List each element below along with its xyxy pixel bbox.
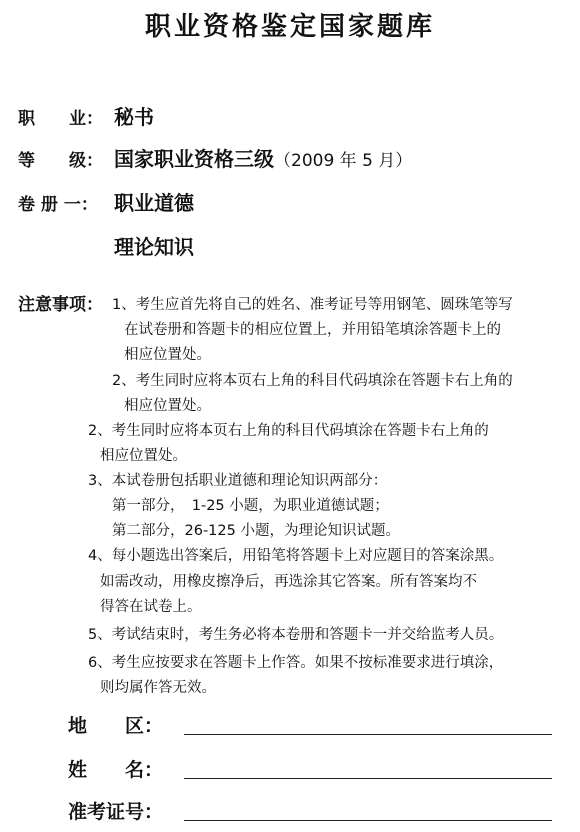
note-line: 6、考生应按要求在答题卡上作答。如果不按标准要求进行填涂， xyxy=(88,655,504,671)
region-input-line[interactable] xyxy=(184,734,552,735)
occupation-row xyxy=(18,104,154,132)
name-label: 姓 名： xyxy=(68,759,164,781)
note-line: 1、考生应首先将自己的姓名、准考证号等用钢笔、圆珠笔等写 xyxy=(112,297,513,313)
page-title: 职业资格鉴定国家题库 xyxy=(144,12,435,42)
level-date: （2009 年 5 月） xyxy=(274,151,413,171)
level-value: 国家职业资格三级 xyxy=(114,147,274,171)
volume-row-2 xyxy=(18,234,194,261)
volume-value-ethics: 职业道德 xyxy=(114,191,194,215)
note-line: 4、每小题选出答案后，用铅笔将答题卡上对应题目的答案涂黑。 xyxy=(88,548,504,564)
volume-value-theory: 理论知识 xyxy=(114,235,194,259)
notes-label: 注意事项： xyxy=(18,295,103,315)
note-line: 5、考试结束时，考生务必将本卷册和答题卡一并交给监考人员。 xyxy=(88,627,504,643)
note-line: 相应位置处。 xyxy=(124,398,211,414)
volume-row xyxy=(18,190,194,218)
note-line: 得答在试卷上。 xyxy=(100,599,202,615)
note-line: 第二部分，26-125 小题，为理论知识试题。 xyxy=(112,523,400,539)
note-line: 3、本试卷册包括职业道德和理论知识两部分： xyxy=(88,473,388,489)
note-line: 第一部分， 1-25 小题，为职业道德试题； xyxy=(112,498,389,514)
note-line: 在试卷册和答题卡的相应位置上，并用铅笔填涂答题卡上的 xyxy=(124,322,501,338)
note-line: 相应位置处。 xyxy=(100,448,187,464)
note-line: 则均属作答无效。 xyxy=(100,680,216,696)
name-input-line[interactable] xyxy=(184,778,552,779)
occupation-value: 秘书 xyxy=(114,105,154,129)
level-label: 等 级： xyxy=(18,151,103,171)
level-row xyxy=(18,146,412,174)
exam-id-label: 准考证号： xyxy=(68,801,164,823)
volume-label: 卷 册 一： xyxy=(18,195,98,215)
occupation-label: 职 业： xyxy=(18,109,103,129)
note-line: 2、考生同时应将本页右上角的科目代码填涂在答题卡右上角的 xyxy=(88,423,489,439)
region-label: 地 区： xyxy=(68,715,164,737)
note-line: 2、考生同时应将本页右上角的科目代码填涂在答题卡右上角的 xyxy=(112,373,513,389)
note-line: 如需改动，用橡皮擦净后，再选涂其它答案。所有答案均不 xyxy=(100,574,477,590)
note-line: 相应位置处。 xyxy=(124,347,211,363)
exam-id-input-line[interactable] xyxy=(184,820,552,821)
